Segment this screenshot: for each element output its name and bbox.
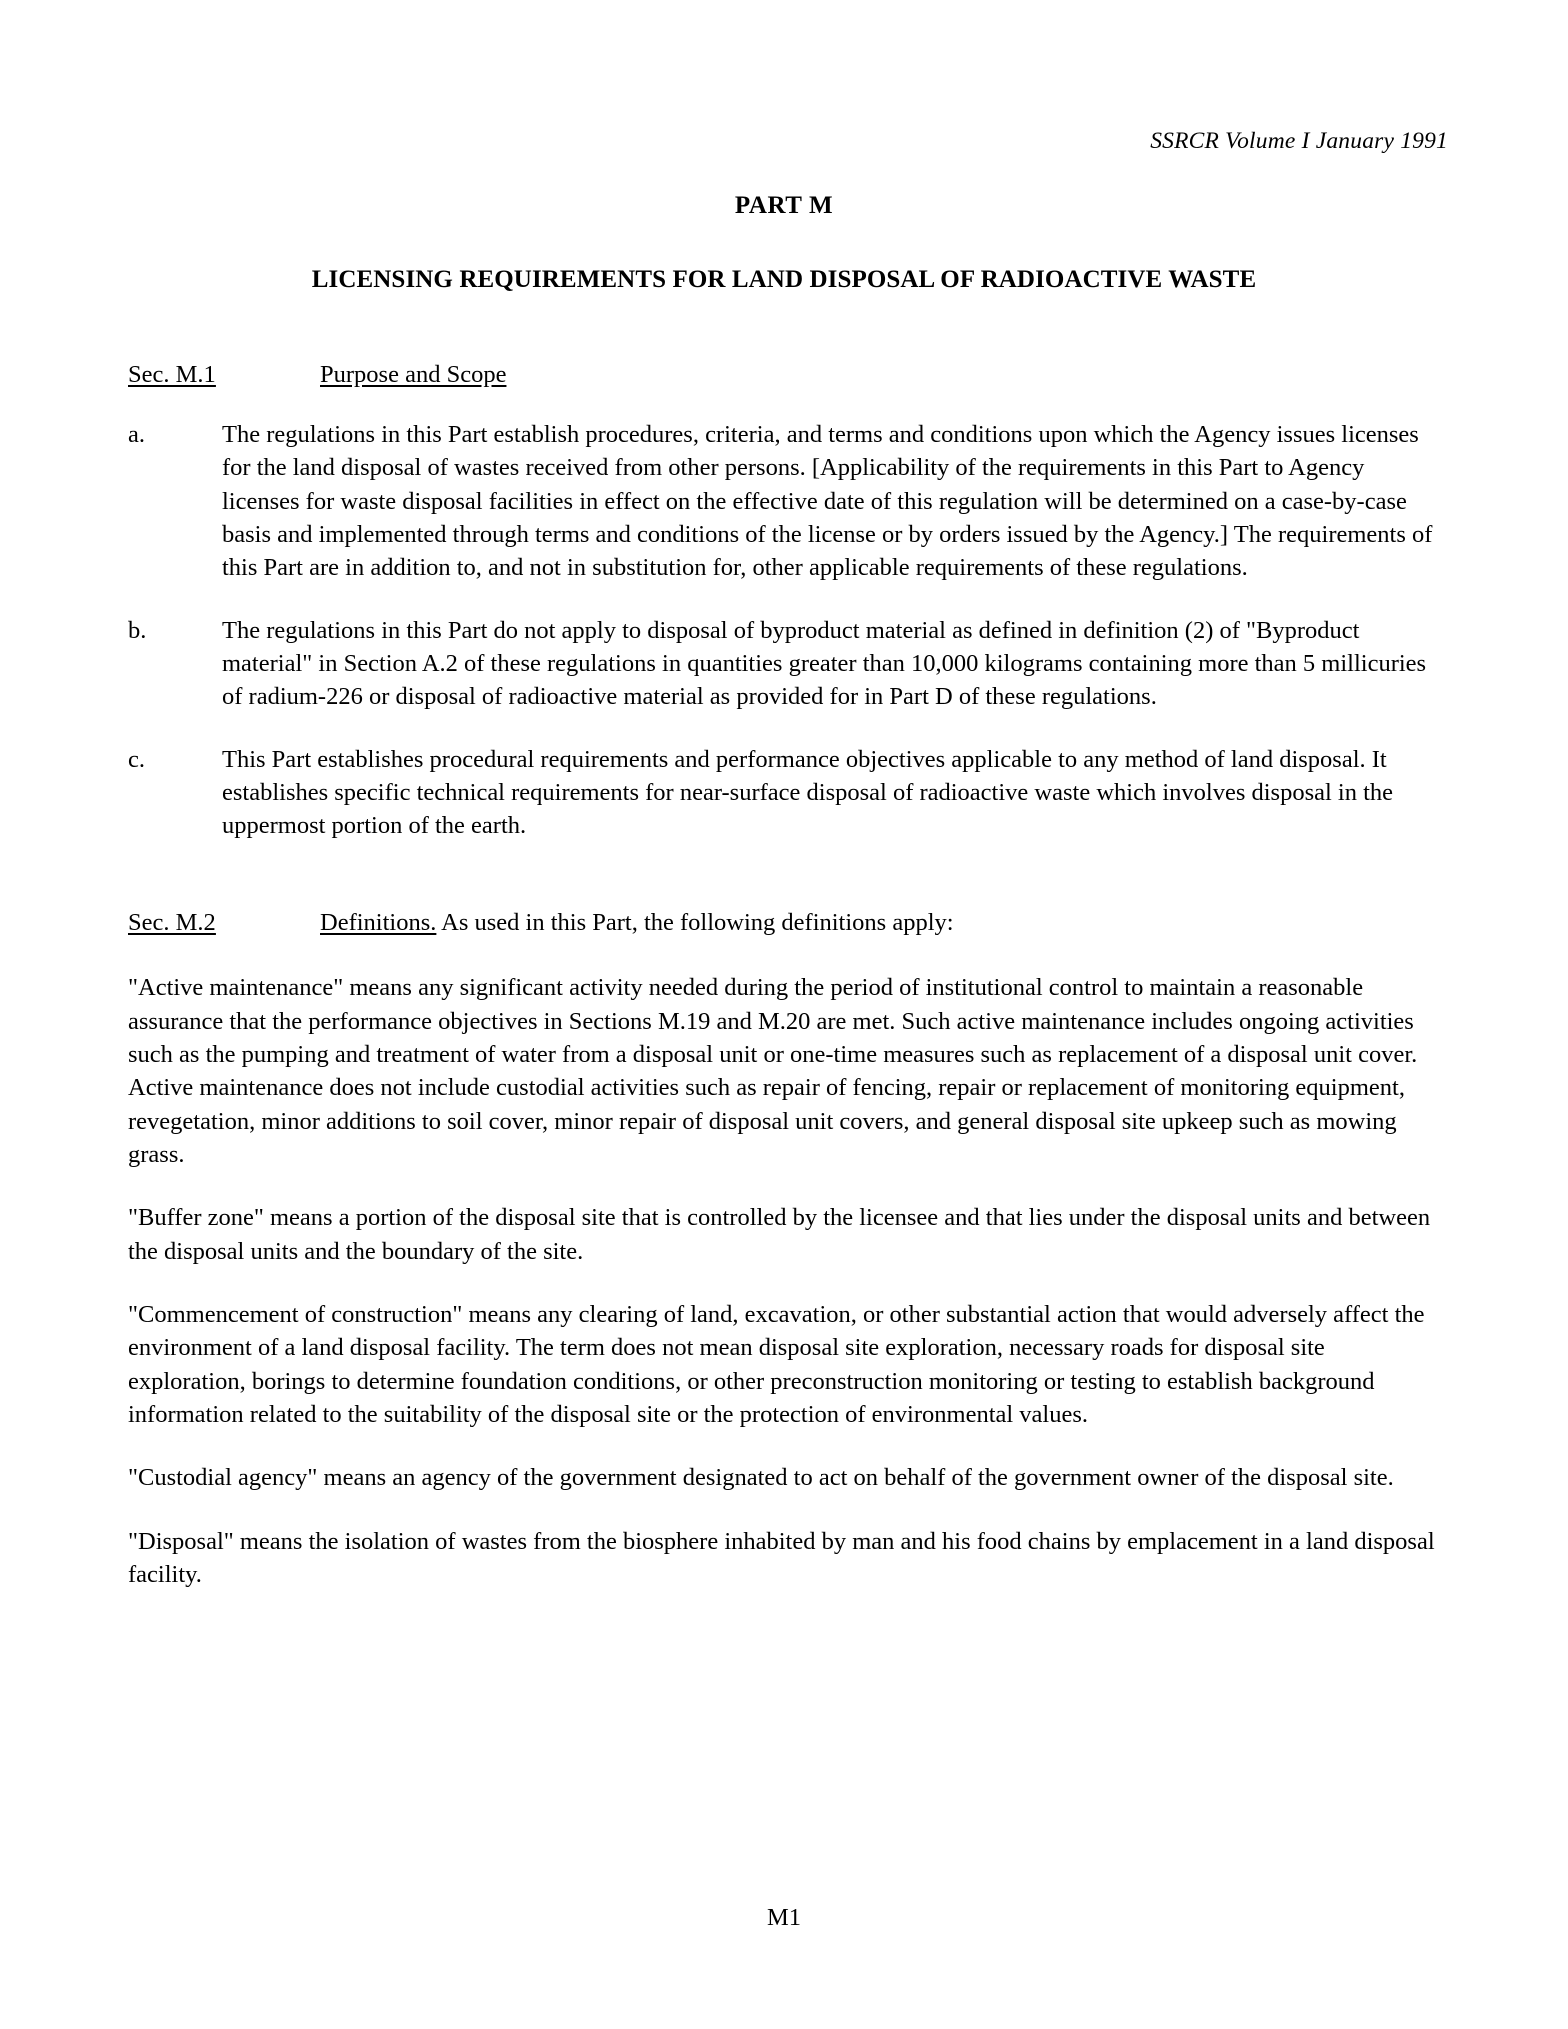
section-heading-m1	[128, 361, 1440, 389]
document-body	[128, 186, 1440, 1591]
list-item	[128, 418, 1440, 585]
list-text: This Part establishes procedural requirements and performance objectives applicable to any method of land disposal. It establishes specific technical requirements for near-surface disposal of radioactive waste which involves disposal in the uppermost portion of the earth.	[222, 745, 1394, 840]
list-marker: b.	[128, 616, 147, 644]
list-item	[128, 614, 1440, 714]
section-m2-leadin: As used in this Part, the following definitions apply:	[436, 909, 954, 937]
definition-disposal: "Disposal" means the isolation of wastes from the biosphere inhabited by man and his food chains by emplacement in a land disposal facility.	[128, 1527, 1435, 1588]
section-label-m1-text: Sec. M.1	[128, 361, 216, 388]
section-label-m2-text: Sec. M.2	[128, 909, 216, 937]
definition-buffer-zone: "Buffer zone" means a portion of the disposal site that is controlled by the licensee and that lies under the disposal units and between the disposal units and the boundary of the site.	[128, 1204, 1431, 1265]
list-text: The regulations in this Part establish procedures, criteria, and terms and conditions upon which the Agency issues licenses for the land disposal of wastes received from other persons. [Applicability of the requirements in this Part to Agency licenses for waste disposal facilities in effect on the effective date of this regulation will be determined on a case-by-case basis and implemented through terms and conditions of the license or by orders issued by the Agency.] The requirements of this Part are in addition to, and not in substitution for, other applicable requirements of these regulations.	[222, 421, 1433, 582]
section-heading-m2	[128, 909, 1440, 937]
definition-commencement-of-construction: "Commencement of construction" means any clearing of land, excavation, or other substantial action that would adversely affect the environment of a land disposal facility. The term does not mean disposal site exploration, necessary roads for disposal site exploration, borings to determine foundation conditions, or other preconstruction monitoring or testing to establish background information related to the suitability of the disposal site or the protection of environmental values.	[128, 1300, 1425, 1428]
list-text: The regulations in this Part do not apply to disposal of byproduct material as defined in definition (2) of "Byproduct material" in Section A.2 of these regulations in quantities greater than 10,000 kilograms containing more than 5 millicuries of radium-226 or disposal of radioactive material as provided for in Part D of these regulations.	[222, 616, 1427, 711]
section-title-m2: Definitions.	[320, 909, 437, 937]
definition-active-maintenance: "Active maintenance" means any significant activity needed during the period of institutional control to maintain a reasonable assurance that the performance objectives in Sections M.19 and M.20 are met. Such active maintenance includes ongoing activities such as the pumping and treatment of water from a disposal unit or one-time measures such as replacement of a disposal unit cover. Active maintenance does not include custodial activities such as repair of fencing, repair or replacement of monitoring equipment, revegetation, minor additions to soil cover, minor repair of disposal unit covers, and general disposal site upkeep such as mowing grass.	[128, 974, 1418, 1168]
page-number: M1	[766, 1904, 802, 1931]
list-item	[128, 743, 1440, 843]
list-marker: c.	[128, 745, 145, 773]
part-title: PART M	[734, 192, 834, 219]
section-title-m1: Purpose and Scope	[320, 361, 507, 388]
running-head: SSRCR Volume I January 1991	[1150, 128, 1448, 154]
section-label-m2	[128, 909, 320, 937]
section-label-m1	[128, 361, 320, 389]
list-marker: a.	[128, 421, 145, 448]
page-title: LICENSING REQUIREMENTS FOR LAND DISPOSAL OF RADIOACTIVE WASTE	[311, 266, 1257, 293]
definition-custodial-agency: "Custodial agency" means an agency of the government designated to act on behalf of the government owner of the disposal site.	[128, 1464, 1394, 1492]
